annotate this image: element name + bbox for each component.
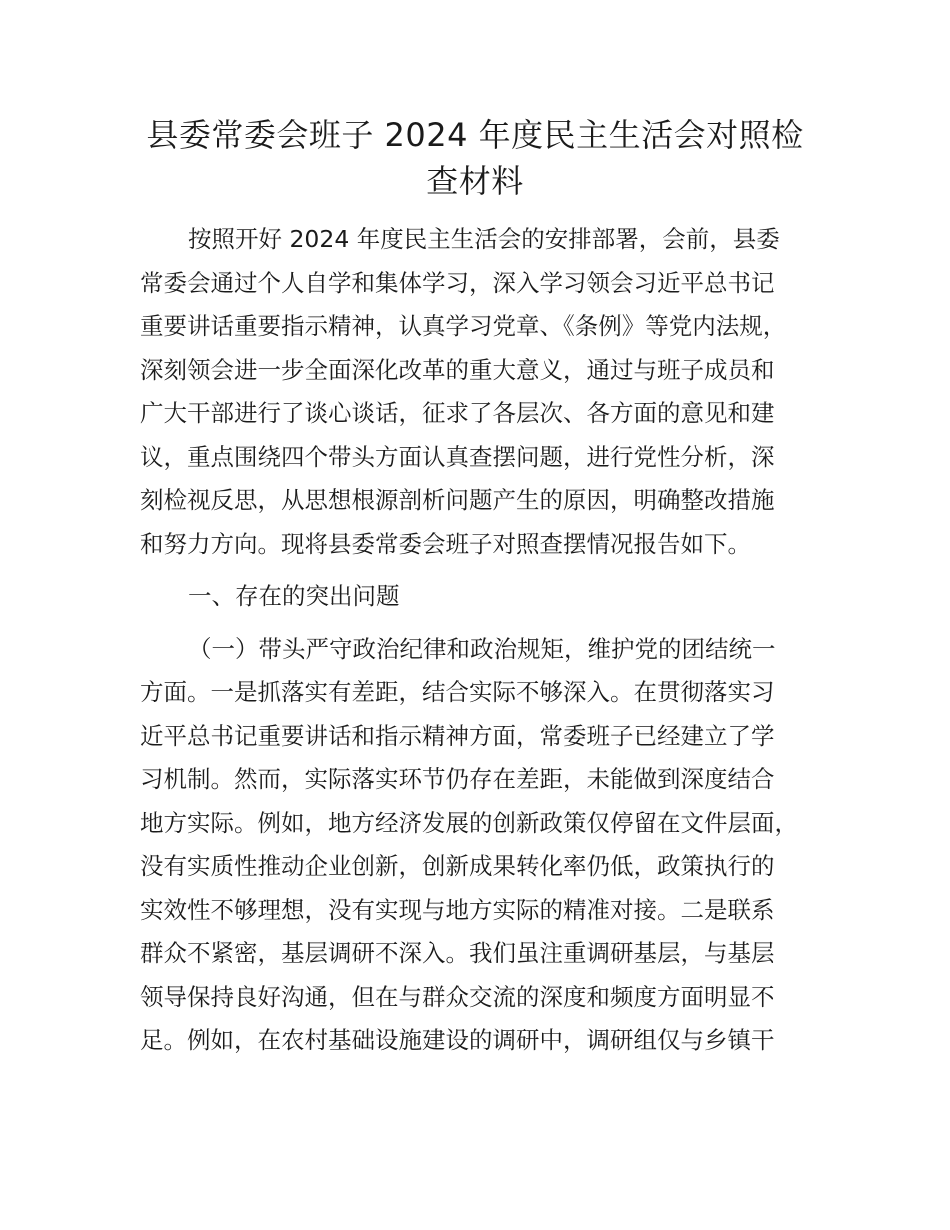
text-line: 刻检视反思，从思想根源剖析问题产生的原因，明确整改措施 (140, 486, 775, 514)
text-line: 实效性不够理想，没有实现与地方实际的精准对接。二是联系 (140, 895, 775, 924)
title-line-2: 查材料 (426, 162, 524, 200)
text-line: 习机制。然而，实际落实环节仍存在差距，未能做到深度结合 (140, 765, 775, 793)
text-line: 地方实际。例如，地方经济发展的创新政策仅停留在文件层面， (140, 808, 798, 837)
text-line: 和努力方向。现将县委常委会班子对照查摆情况报告如下。 (140, 529, 751, 558)
text-line: 按照开好 2024 年度民主生活会的安排部署，会前，县委 (188, 225, 780, 253)
paragraph-intro (140, 218, 840, 566)
paragraph-gap (140, 566, 840, 575)
document-body (140, 218, 840, 1063)
text-line: 常委会通过个人自学和集体学习，深入学习领会习近平总书记 (140, 268, 775, 297)
text-line: 没有实质性推动企业创新，创新成果转化率仍低，政策执行的 (140, 852, 775, 880)
text-line: 领导保持良好沟通，但在与群众交流的深度和频度方面明显不 (140, 982, 775, 1011)
section-heading (140, 575, 840, 619)
document-title (120, 112, 830, 204)
text-line: 近平总书记重要讲话和指示精神方面，常委班子已经建立了学 (140, 721, 775, 750)
text-line: 重要讲话重要指示精神，认真学习党章、《条例》等党内法规， (140, 312, 787, 340)
text-line: 方面。一是抓落实有差距，结合实际不够深入。在贯彻落实习 (140, 678, 775, 706)
paragraph-issue-1 (140, 628, 840, 1063)
text-line: 广大干部进行了谈心谈话，征求了各层次、各方面的意见和建 (140, 399, 775, 427)
text-line: （一）带头严守政治纪律和政治规矩，维护党的团结统一 (188, 634, 776, 663)
paragraph-gap (140, 619, 840, 628)
title-line-1: 县委常委会班子 2024 年度民主生活会对照检 (146, 116, 804, 154)
text-line: 群众不紧密，基层调研不深入。我们虽注重调研基层，与基层 (140, 939, 775, 967)
section-heading-text: 一、存在的突出问题 (188, 582, 400, 610)
text-line: 深刻领会进一步全面深化改革的重大意义，通过与班子成员和 (140, 355, 775, 384)
text-line: 议，重点围绕四个带头方面认真查摆问题，进行党性分析，深 (140, 442, 775, 471)
text-line: 足。例如，在农村基础设施建设的调研中，调研组仅与乡镇干 (140, 1026, 775, 1054)
